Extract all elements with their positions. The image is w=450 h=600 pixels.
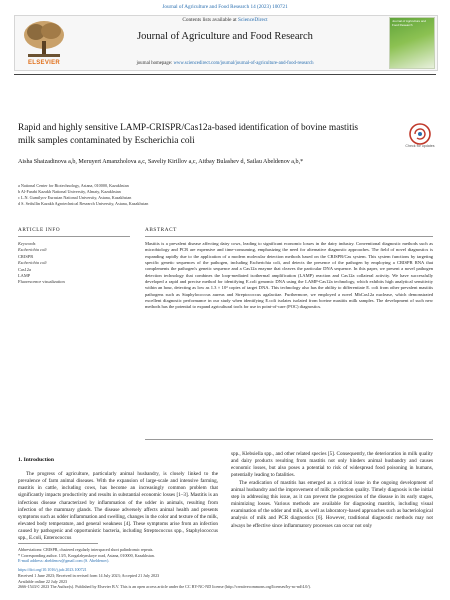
affiliation-item: c L.N. Gumilyov Eurasian National University, Astana, Kazakhstan [18, 195, 132, 201]
author-list[interactable]: Aisha Shaizadinova a,b, Meruyert Amanzholova a,c, Saveliy Kirillov a,c, Aitbay Bulashev d, Sailau Abeldenov a,b,* [18, 159, 304, 165]
affiliation-item: b Al-Farabi Kazakh National University, Almaty, Kazakhstan [18, 189, 121, 195]
keyword-item: Fluorescence visualization [18, 279, 65, 285]
intro-paragraph: The progress of agriculture, particularly animal husbandry, is closely linked to the prevalence of farm animal diseases. With the expansion of large-scale and intensive farming, mastitis in cattle, including cows, has become an increasingly common problem that significantly impacts productivity and results in substantial economic losses [1–3]. Mastitis is an infectious disease characterized by inflammation of the udder in animals, resulting from infection of the mammary glands. The disease adversely affects animal health and presents symptoms such as udder inflammation and swelling, changes in the color and texture of the milk, elevated body temperature, and general weakness [4]. These symptoms arise from an infection caused by pathogenic and opportunistic bacteria, including Streptococcus spp., Staphylococcus spp., E.coli, Enterococcus [18, 471, 219, 542]
journal-title: Journal of Agriculture and Food Research [137, 31, 313, 42]
sciencedirect-link[interactable]: ScienceDirect [237, 17, 268, 23]
intro-right-column [231, 451, 433, 530]
footnote-rule [18, 543, 98, 544]
footnote-email[interactable]: E-mail address: abeldenov@gmail.com (S. Abeldenov). [18, 558, 110, 564]
footnote-corresponding: * Corresponding author. 13/5, Korgalzhynskoye road, Astana, 010000, Kazakhstan. [18, 552, 155, 558]
header-rule [14, 74, 436, 75]
received-dates: Received 1 June 2023; Received in revised form 14 July 2023; Accepted 21 July 2023 [18, 572, 160, 578]
homepage-line: journal homepage: www.sciencedirect.com/journal/journal-of-agriculture-and-food-research [136, 61, 314, 66]
introduction-heading: 1. Introduction [18, 457, 54, 463]
keyword-item: Escherichia coli [18, 260, 47, 266]
affiliation-item: a National Center for Biotechnology, Astana, 010000, Kazakhstan [18, 183, 129, 188]
abstract-heading: ABSTRACT [145, 227, 177, 233]
journal-reference[interactable]: Journal of Agriculture and Food Research 14 (2023) 100721 [162, 4, 288, 10]
journal-cover-thumbnail[interactable] [389, 17, 435, 69]
affiliation-item: d S. Seifullin Kazakh Agrotechnical Research University, Astana, Kazakhstan [18, 201, 149, 207]
keyword-item: CRISPR [18, 253, 34, 259]
publisher-name: ELSEVIER [27, 60, 61, 66]
contents-line: Contents lists available at ScienceDirect [182, 17, 268, 23]
homepage-link[interactable]: www.sciencedirect.com/journal/journal-of-agriculture-and-food-research [173, 61, 314, 66]
intro-paragraph: spp., Klebsiella spp., and other related species [5]. Consequently, the deterioration in milk quality and dairy products resulting from mastitis not only hinders animal husbandry and causes economic losses, but also poses a potential to risk of widespread food poisoning in humans, potentially leading to fatalities. [231, 451, 433, 479]
title-main: Rapid and highly sensitive LAMP-CRISPR/Cas12a-based identification of bovine mastitis milk samples contaminated by Escherichia coli [18, 123, 359, 146]
doi-link[interactable]: https://doi.org/10.1016/j.jafr.2023.100721 [18, 567, 87, 573]
keyword-item: LAMP [18, 273, 31, 279]
intro-left-column [18, 471, 218, 543]
cover-title: Journal of Agriculture and Food Research [392, 19, 427, 27]
affiliations [18, 183, 430, 207]
abstract-text: Mastitis is a prevalent disease affecting dairy cows, leading to significant economic losses in the dairy industry. Conventional diagnostic methods such as microbiology and PCR are expensive and time-consuming, emphasizing the need for alternative diagnostic approaches. The field of novel diagnostics is expanding rapidly due to the application of a modern molecular detection methods based on the CRISPR/Cas system. This system functions by targeting specific genetic sequences of the pathogen, including Escherichia coli, and detects the presence of the pathogen by employing a CRISPR RNA that complements the pathogen's genetic sequence and a Cas12a enzyme that cleaves the particular DNA sequence. In this paper, we present a novel pathogen detection technology that combines the loop-mediated isothermal amplification (LAMP) reaction and Cas12a collateral activity. We have successfully developed a rapid and precise method for identifying E.coli genomic DNA using the LAMP-Cas12a technology, which exhibits high analytical sensitivity within an hour, detecting as low as 1.3 × 10³ copies of target DNA. This technology also has the ability to differentiate E. coli from other prevalent mastitis pathogens such as Staphylococcus aureus and Streptococcus agalactiae. Furthermore, we employed a novel MbCas12a nuclease, which demonstrated excellent diagnostic performance in our study when identifying E.coli isolates isolated from bovine mastitis milk samples. The development of such new methods has the potential to expand agricultural tools for use in point-of-care (POC) diagnostics. [145, 241, 433, 310]
keywords-label: Keywords [18, 241, 36, 246]
footnotes [18, 547, 430, 590]
footnote-abbreviations: Abbreviations: CRISPR, clustered regularly interspaced short palindromic repeats. [18, 547, 154, 552]
article-info-rule [18, 236, 130, 237]
article-info-heading: ARTICLE INFO [18, 227, 61, 233]
elsevier-tree-logo [18, 19, 70, 59]
check-for-updates-label[interactable]: Check for updates [405, 144, 435, 148]
keywords-block [18, 241, 128, 286]
keyword-item: Escherichia coli [18, 247, 47, 253]
abstract-bottom-rule [145, 439, 433, 440]
abstract-rule [145, 236, 433, 237]
intro-paragraph: The eradication of mastitis has emerged as a critical issue in the ongoing development of animal husbandry and the improvement of milk production quality. Timely diagnosis is the initial step in addressing this issue, as it can prevent the progression of the disease in its early stages, minimizing losses. Various methods are available for diagnosing mastitis, including visual examination of the udder and milk, as well as laboratory-based approaches such as bacteriological analysis of milk and PCR diagnostics [6]. However, traditional diagnostic methods may not always be effective since inflammatory processes can occur not only [231, 479, 433, 529]
keyword-item: Cas12a [18, 266, 31, 272]
license-line[interactable]: 2666-1543/© 2023 The Author(s). Published by Elsevier B.V. This is an open access article under the CC BY-NC-ND license (http://creativecommons.org/licenses/by-nc-nd/4.0/). [18, 584, 311, 590]
article-title [18, 122, 363, 148]
available-online: Available online 22 July 2023 [18, 578, 68, 584]
